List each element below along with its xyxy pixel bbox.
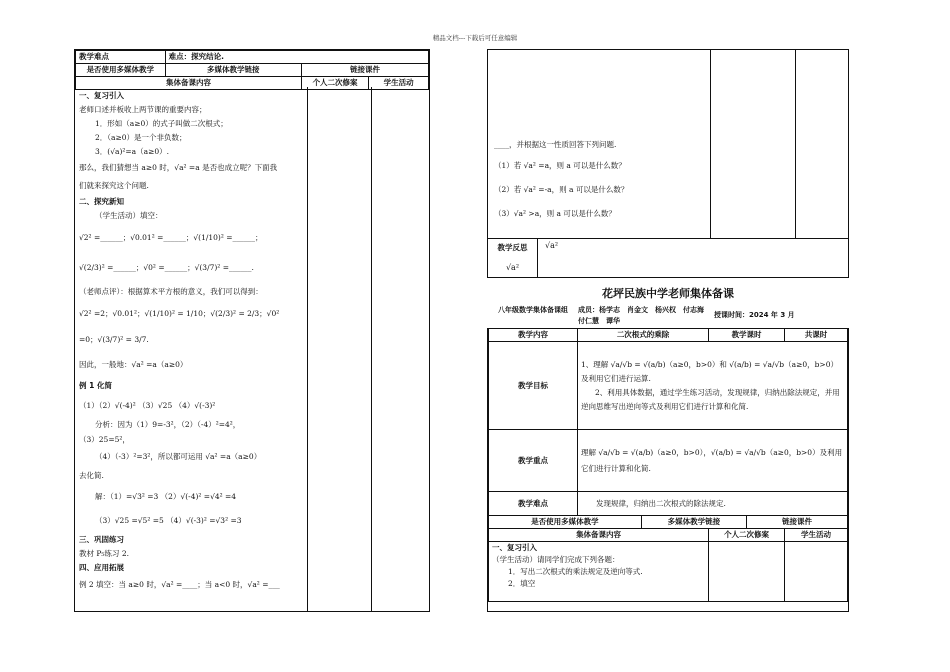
column-divider [795, 50, 796, 238]
collective-content-label: 集体备课内容 [76, 77, 302, 90]
text-line: 去化简. [79, 471, 104, 480]
section-review: 一、复习引入 [492, 543, 537, 552]
text-line: （3）√a² >a，则 a 可以是什么数？ [494, 209, 616, 218]
student-activity-label: 学生活动 [369, 77, 429, 90]
left-header-table [75, 50, 429, 90]
left-body-text [75, 87, 307, 597]
th-topic: 二次根式的乘除 [578, 329, 709, 342]
time-label: 授课时间： [714, 311, 749, 319]
members-list: 杨学志 肖金文 杨兴权 付志海 付仁慧 谭华 [578, 306, 711, 325]
hard-point-text: 发现规律，归纳出二次根式的除法规定. [578, 492, 848, 516]
formula-line: √2² =2；√0.01²；√(1/10)² = 1/10；√(2/3)² = 2/3；√0² [79, 309, 280, 318]
text-line: （1）若 √a² =a，则 a 可以是什么数？ [494, 161, 626, 170]
media-link-label: 多媒体教学链接 [165, 64, 301, 77]
reflection-formula: √a² [545, 241, 559, 250]
section-review: 一、复习引入 [79, 91, 124, 100]
lesson-plan-title: 花坪民族中学老师集体备课 [602, 287, 734, 300]
row-divider [488, 238, 848, 239]
text-line: 2．填空 [508, 579, 536, 588]
example-1-title: 例 1 化简 [79, 381, 112, 390]
text-line: （学生活动）填空： [95, 211, 163, 220]
example-2-line: 例 2 填空：当 a≥0 时，√a² =____；当 a<0 时，√a² =___ [79, 580, 280, 589]
formula-line: （1）（2）√(-4)² （3）√25 （4）√(-3)² [79, 401, 216, 410]
left-content-cell [75, 87, 308, 611]
difficulty-label: 教学难点 [76, 51, 166, 64]
goal-label: 教学目标 [489, 342, 578, 430]
reflection-cell [488, 240, 537, 276]
hard-point-label: 教学难点 [489, 492, 578, 516]
formula-line: √2² =______；√0.01² =______；√(1/10)² =______； [79, 233, 263, 242]
section-extend: 四、应用拓展 [79, 563, 124, 572]
text-line: 1．写出二次根式的乘法规定及逆向等式. [508, 567, 643, 576]
course-link-label: 链接课件 [301, 64, 428, 77]
text-line: ____，并根据这一性质回答下列问题. [494, 140, 617, 149]
right-top-body-text [490, 134, 716, 228]
key-point-label: 教学重点 [489, 430, 578, 492]
personal-revision-cell [709, 542, 785, 602]
text-line: （老师点评）：根据算术平方根的意义，我们可以得到： [79, 287, 263, 296]
review-content-cell [489, 542, 709, 602]
text-line: 那么，我们猜想当 a≥0 时，√a² =a 是否也成立呢？下面我 [79, 163, 278, 172]
conclusion-line: 因此，一般地：√a² =a（a≥0） [79, 360, 188, 369]
personal-revision-label: 个人二次修案 [301, 77, 368, 90]
text-line: 3．(√a)²=a（a≥0）. [95, 147, 170, 156]
formula-line: =0；√(3/7)² = 3/7. [79, 335, 149, 344]
column-divider [371, 87, 372, 611]
text-line: 教材 P₅练习 2. [79, 549, 129, 558]
course-link-label: 链接课件 [747, 516, 848, 529]
time-value: 2024 年 3 月 [749, 311, 795, 319]
text-line: （学生活动）请同学们完成下列各题： [492, 555, 620, 564]
goal-cell [578, 342, 848, 430]
text-line: （2）若 √a² =-a，则 a 可以是什么数？ [494, 185, 629, 194]
difficulty-text: 难点：探究结论. [165, 51, 428, 64]
reflection-side-formula: √a² [505, 263, 520, 272]
section-explore: 二、探究新知 [79, 197, 124, 206]
th-content: 教学内容 [489, 329, 578, 342]
page-header-note: 精品文档---下载后可任意编辑 [432, 34, 518, 42]
text-line: 老师口述并板收上两节课的重要内容； [79, 105, 207, 114]
media-link-label: 多媒体教学链接 [641, 516, 746, 529]
right-bottom-page [487, 328, 849, 612]
formula-line: 解：（1）=√3² =3 （2）√(-4)² =√4² =4 [95, 492, 237, 501]
goal-2: 2、利用具体数据，通过学生练习活动，发现规律，归纳出除法规定，并用逆向思维写出逆向等式及利用它们进行计算和化简. [581, 387, 840, 411]
members-block [578, 305, 710, 327]
formula-line: √(2/3)² =______；√0² =______；√(3/7)² =______. [79, 263, 254, 272]
th-hours: 教学课时 [709, 329, 785, 342]
text-line: （4）（-3）²=3²，所以都可运用 √a² =a（a≥0） [95, 452, 262, 461]
section-practice: 三、巩固练习 [79, 535, 124, 544]
goal-1: 1、理解 √a/√b = √(a/b)（a≥0，b>0）和 √(a/b) = √a/√b（a≥0，b>0）及利用它们进行运算. [581, 359, 838, 383]
use-media-label: 是否使用多媒体教学 [76, 64, 166, 77]
column-divider [537, 238, 538, 277]
group-name: 八年级数学集体备课组 [498, 306, 568, 314]
text-line: 分析：因为（1）9=-3²，（2）（-4）²=4²， [95, 420, 241, 429]
th-total: 共课时 [785, 329, 848, 342]
formula-line: （3）√25 =√5² =5 （4）√(-3)² =√3² =3 [95, 516, 242, 525]
members-label: 成员： [578, 306, 599, 314]
student-activity-cell [785, 542, 848, 602]
use-media-label: 是否使用多媒体教学 [489, 516, 642, 529]
student-activity-label: 学生活动 [785, 529, 848, 542]
left-page [74, 49, 430, 612]
reflection-label: 教学反思 [497, 243, 528, 252]
time-block [714, 310, 795, 321]
personal-revision-label: 个人二次修案 [709, 529, 785, 542]
collective-content-label: 集体备课内容 [489, 529, 709, 542]
text-line: 2．（a≥0）是一个非负数； [95, 133, 187, 142]
text-line: 1．形如（a≥0）的式子叫做二次根式； [95, 119, 228, 128]
text-line: （3）25=5²， [79, 435, 130, 444]
key-point-text: 理解 √a/√b = √(a/b)（a≥0，b>0），√(a/b) = √a/√b（a≥0，b>0）及利用它们进行计算和化简. [578, 430, 848, 492]
lesson-plan-table [488, 328, 848, 602]
text-line: 们就来探究这个问题. [79, 181, 149, 190]
right-top-page [487, 49, 849, 278]
